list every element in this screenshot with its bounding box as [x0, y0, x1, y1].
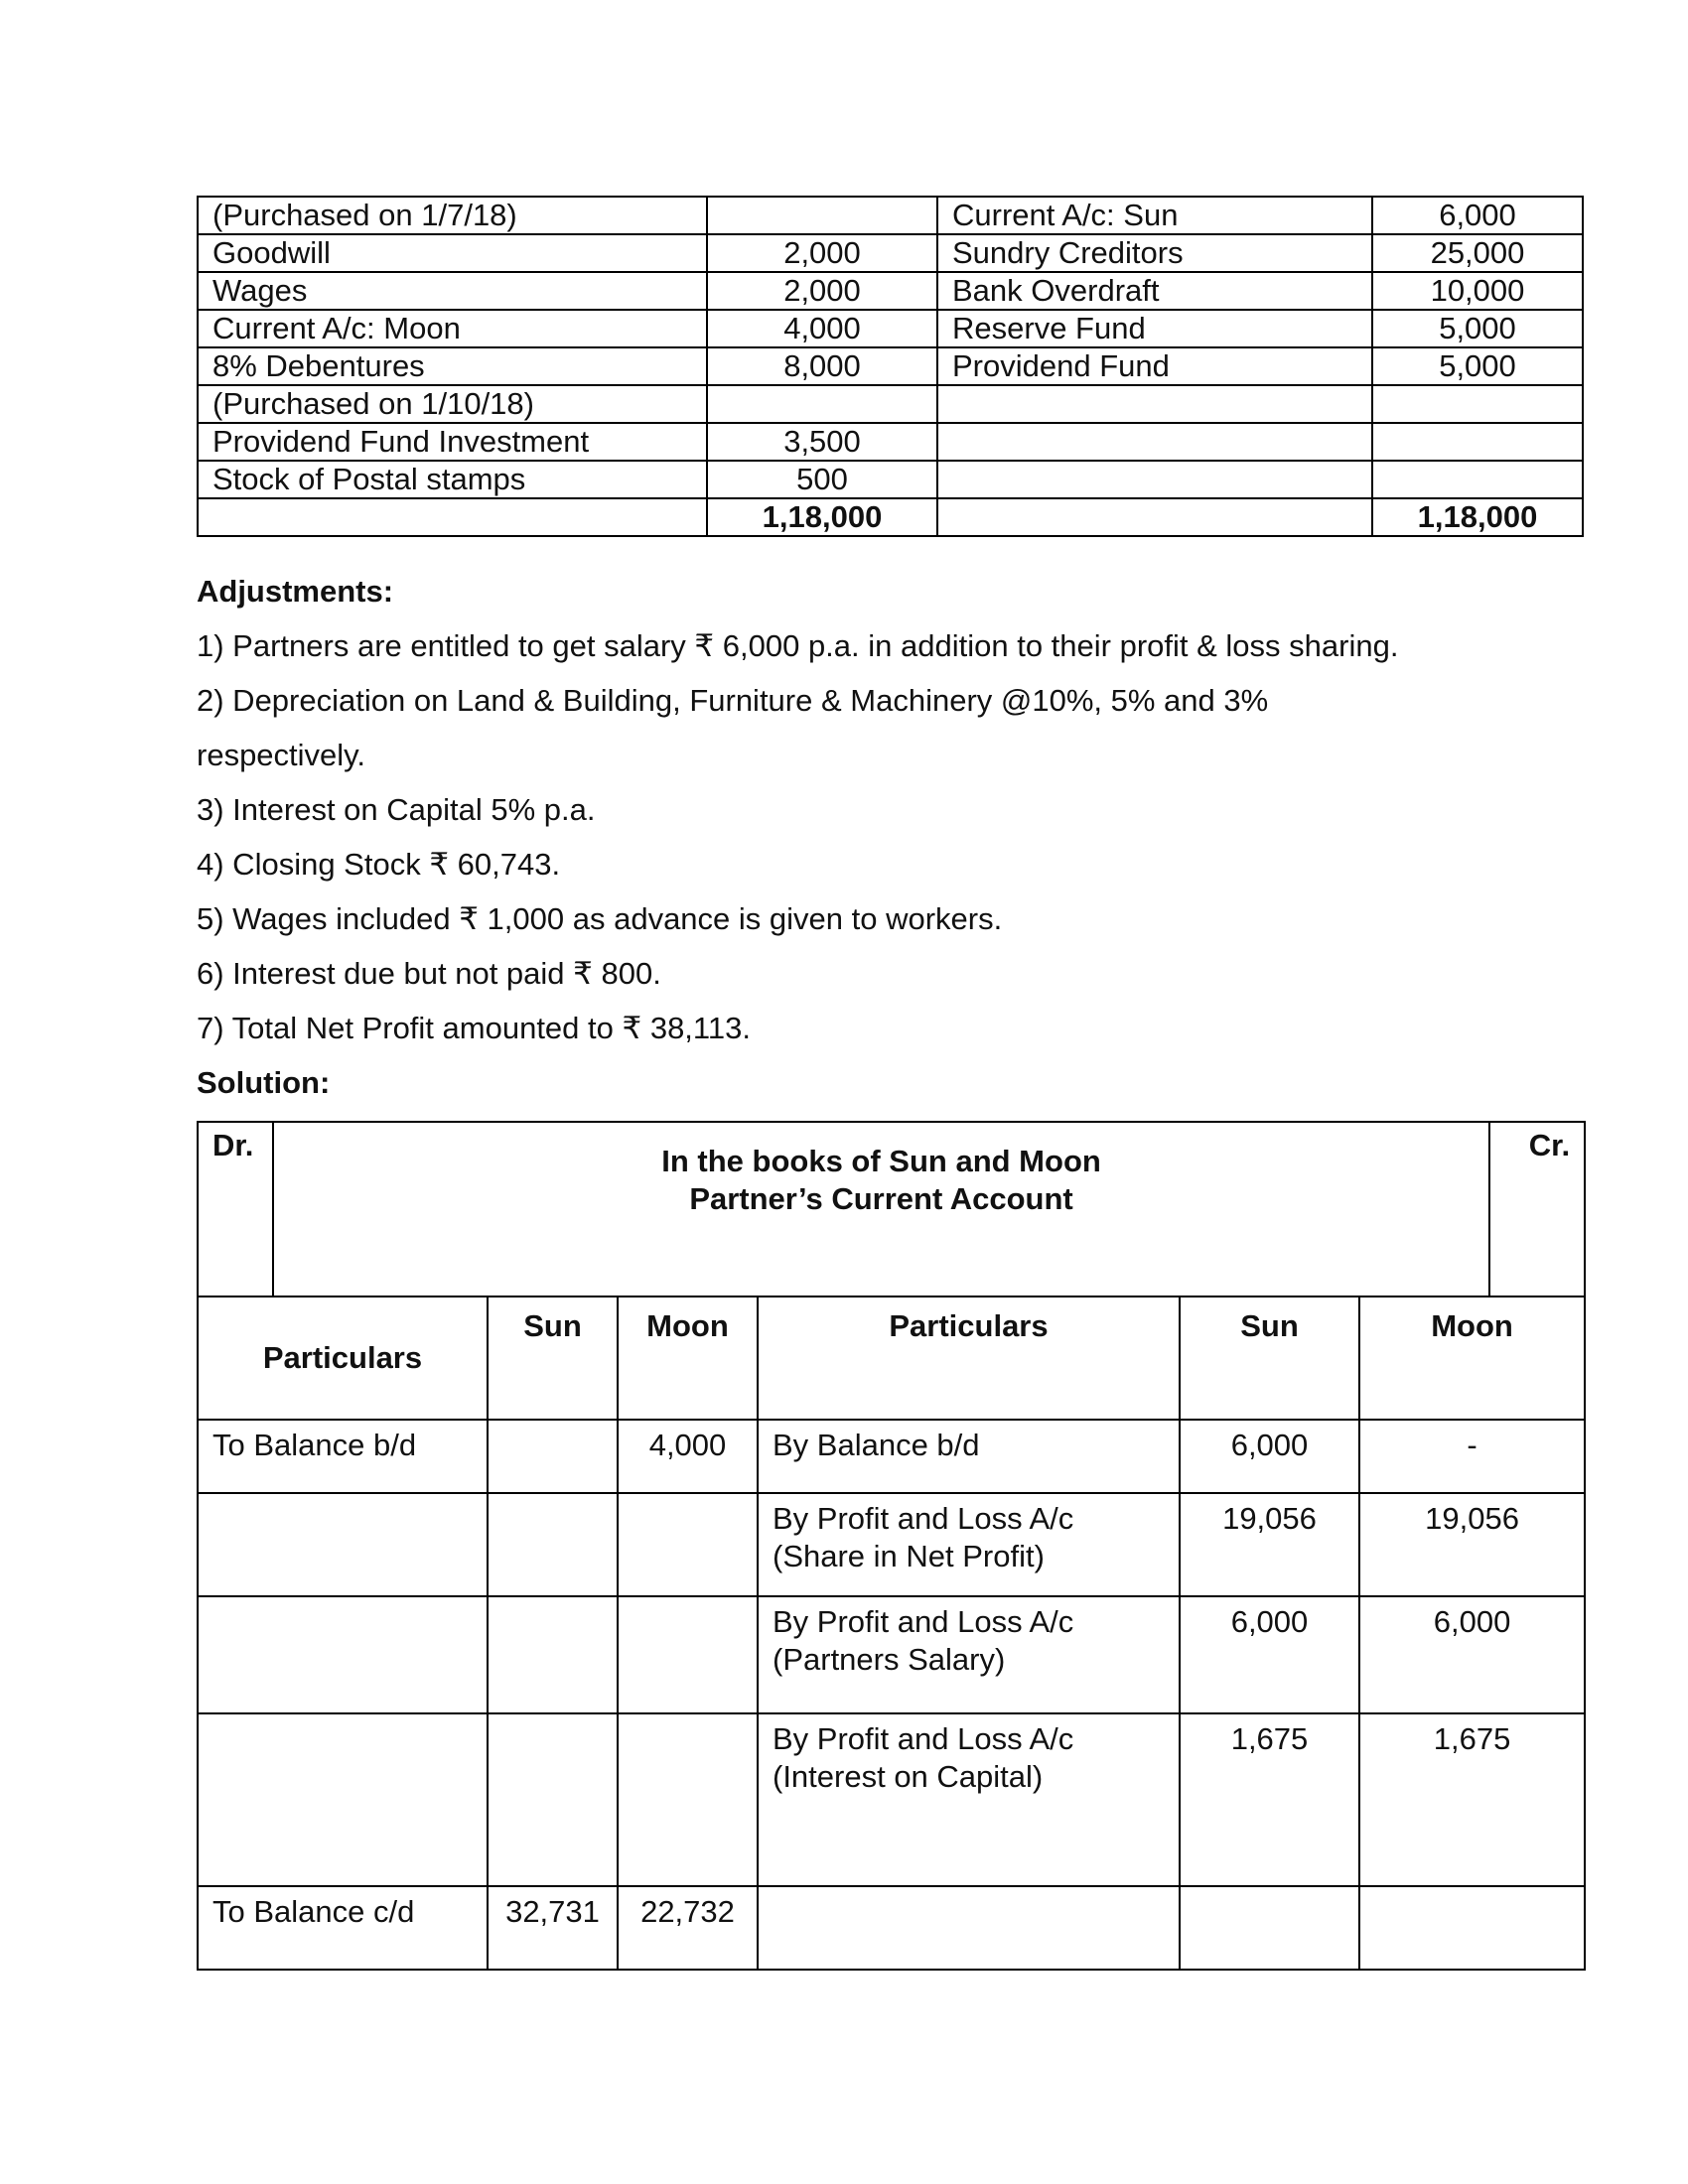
table-row	[198, 1493, 1585, 1596]
cr-particulars-line1: By Balance b/d	[773, 1428, 980, 1462]
table-row	[198, 272, 1583, 310]
cr-particulars-line2: (Interest on Capital)	[773, 1759, 1044, 1794]
header-moon-right: Moon	[1359, 1297, 1585, 1420]
left-item: 8% Debentures	[198, 347, 707, 385]
header-sun-left: Sun	[488, 1297, 618, 1420]
dr-moon	[618, 1596, 758, 1713]
right-item	[937, 385, 1372, 423]
dr-moon	[618, 1713, 758, 1886]
right-item: Bank Overdraft	[937, 272, 1372, 310]
cr-sun: 1,675	[1180, 1713, 1359, 1886]
dr-moon	[618, 1493, 758, 1596]
right-item	[937, 461, 1372, 498]
dr-sun	[488, 1596, 618, 1713]
cr-moon: -	[1359, 1420, 1585, 1493]
adjustment-item: 6) Interest due but not paid ₹ 800.	[197, 956, 661, 991]
adjustment-item: 3) Interest on Capital 5% p.a.	[197, 792, 596, 827]
left-amount: 3,500	[707, 423, 937, 461]
account-title-row	[198, 1122, 1585, 1297]
table-row	[198, 1713, 1585, 1886]
right-item: Sundry Creditors	[937, 234, 1372, 272]
table-row	[198, 423, 1583, 461]
table-row	[198, 347, 1583, 385]
header-sun-right: Sun	[1180, 1297, 1359, 1420]
total-right-amount: 1,18,000	[1372, 498, 1583, 536]
account-title-line2: Partner’s Current Account	[689, 1181, 1073, 1216]
dr-particulars	[198, 1596, 488, 1713]
dr-particulars: To Balance c/d	[198, 1886, 488, 1970]
cr-moon: 1,675	[1359, 1713, 1585, 1886]
adjustments-section	[197, 564, 1607, 1110]
left-item: Wages	[198, 272, 707, 310]
table-row	[198, 385, 1583, 423]
left-item: Current A/c: Moon	[198, 310, 707, 347]
right-item: Current A/c: Sun	[937, 197, 1372, 234]
balance-sheet-table	[197, 196, 1584, 537]
right-amount: 25,000	[1372, 234, 1583, 272]
total-right-label	[937, 498, 1372, 536]
left-item: (Purchased on 1/10/18)	[198, 385, 707, 423]
header-particulars-right: Particulars	[758, 1297, 1180, 1420]
cr-particulars	[758, 1420, 1180, 1493]
dr-particulars: To Balance b/d	[198, 1420, 488, 1493]
partners-current-account-table	[197, 1121, 1586, 1971]
adjustment-item: 5) Wages included ₹ 1,000 as advance is given to workers.	[197, 901, 1003, 936]
account-title	[273, 1122, 1489, 1297]
table-row	[198, 461, 1583, 498]
left-amount	[707, 197, 937, 234]
adjustment-item: 2) Depreciation on Land & Building, Furniture & Machinery @10%, 5% and 3%	[197, 683, 1269, 718]
dr-label: Dr.	[198, 1122, 273, 1297]
cr-sun	[1180, 1886, 1359, 1970]
table-row	[198, 1420, 1585, 1493]
total-left-label	[198, 498, 707, 536]
dr-sun	[488, 1420, 618, 1493]
table-row	[198, 1596, 1585, 1713]
cr-particulars-line2: (Share in Net Profit)	[773, 1539, 1045, 1573]
dr-particulars	[198, 1493, 488, 1596]
table-row	[198, 197, 1583, 234]
left-amount	[707, 385, 937, 423]
adjustment-item: 7) Total Net Profit amounted to ₹ 38,113.	[197, 1011, 751, 1045]
cr-particulars	[758, 1596, 1180, 1713]
header-moon-left: Moon	[618, 1297, 758, 1420]
right-amount: 10,000	[1372, 272, 1583, 310]
dr-moon: 4,000	[618, 1420, 758, 1493]
cr-moon: 6,000	[1359, 1596, 1585, 1713]
right-amount	[1372, 423, 1583, 461]
right-item	[937, 423, 1372, 461]
adjustment-item: 1) Partners are entitled to get salary ₹ 6,000 p.a. in addition to their profit & loss sharing.	[197, 628, 1399, 663]
dr-particulars	[198, 1713, 488, 1886]
dr-sun: 32,731	[488, 1886, 618, 1970]
cr-sun: 6,000	[1180, 1596, 1359, 1713]
left-item: Stock of Postal stamps	[198, 461, 707, 498]
left-amount: 8,000	[707, 347, 937, 385]
cr-sun: 19,056	[1180, 1493, 1359, 1596]
left-amount: 2,000	[707, 234, 937, 272]
right-amount: 6,000	[1372, 197, 1583, 234]
cr-particulars-line1: By Profit and Loss A/c	[773, 1721, 1074, 1756]
right-amount: 5,000	[1372, 347, 1583, 385]
total-left-amount: 1,18,000	[707, 498, 937, 536]
left-item: (Purchased on 1/7/18)	[198, 197, 707, 234]
account-title-line1: In the books of Sun and Moon	[661, 1144, 1101, 1178]
right-amount: 5,000	[1372, 310, 1583, 347]
total-row	[198, 498, 1583, 536]
cr-label: Cr.	[1489, 1122, 1585, 1297]
right-amount	[1372, 385, 1583, 423]
cr-moon: 19,056	[1359, 1493, 1585, 1596]
cr-particulars-line1: By Profit and Loss A/c	[773, 1501, 1074, 1536]
cr-sun: 6,000	[1180, 1420, 1359, 1493]
adjustment-item: respectively.	[197, 738, 365, 772]
adjustment-item: 4) Closing Stock ₹ 60,743.	[197, 847, 561, 882]
account-header-row	[198, 1297, 1585, 1420]
adjustments-heading: Adjustments:	[197, 574, 394, 609]
right-amount	[1372, 461, 1583, 498]
table-row	[198, 310, 1583, 347]
cr-particulars	[758, 1713, 1180, 1886]
header-particulars-left: Particulars	[198, 1297, 488, 1420]
cr-particulars	[758, 1493, 1180, 1596]
left-amount: 4,000	[707, 310, 937, 347]
left-item: Providend Fund Investment	[198, 423, 707, 461]
right-item: Reserve Fund	[937, 310, 1372, 347]
table-row	[198, 234, 1583, 272]
cr-particulars	[758, 1886, 1180, 1970]
table-row	[198, 1886, 1585, 1970]
dr-sun	[488, 1493, 618, 1596]
cr-moon	[1359, 1886, 1585, 1970]
left-item: Goodwill	[198, 234, 707, 272]
left-amount: 500	[707, 461, 937, 498]
solution-heading: Solution:	[197, 1065, 331, 1100]
dr-sun	[488, 1713, 618, 1886]
cr-particulars-line2: (Partners Salary)	[773, 1642, 1006, 1677]
dr-moon: 22,732	[618, 1886, 758, 1970]
left-amount: 2,000	[707, 272, 937, 310]
cr-particulars-line1: By Profit and Loss A/c	[773, 1604, 1074, 1639]
right-item: Providend Fund	[937, 347, 1372, 385]
